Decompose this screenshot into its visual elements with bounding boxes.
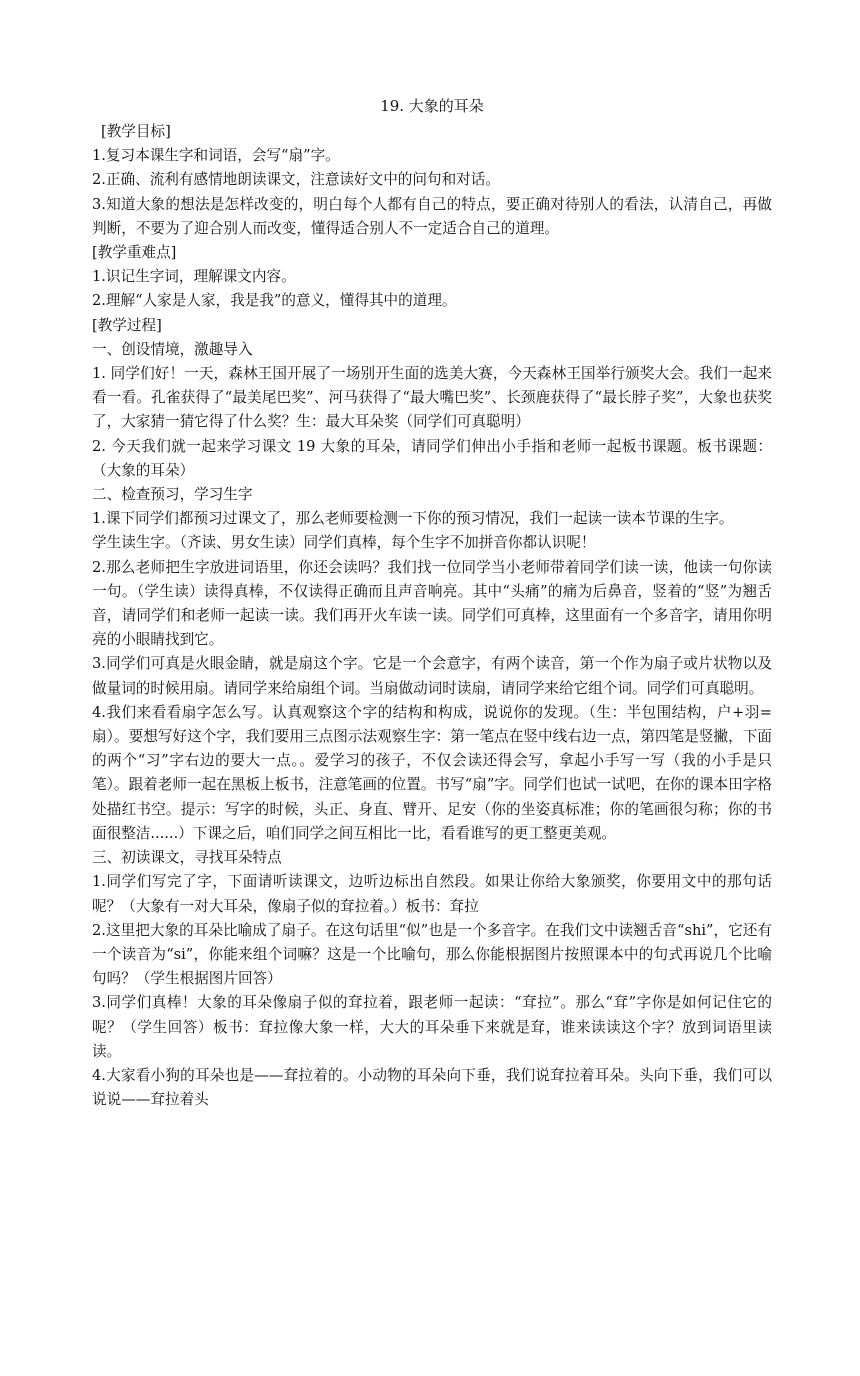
- document-title: 19. 大象的耳朵: [380, 97, 484, 115]
- paragraph: 1.课下同学们都预习过课文了，那么老师要检测一下你的预习情况，我们一起读一读本节课的生字。: [92, 510, 734, 528]
- paragraph: 1.同学们写完了字，下面请听读课文，边听边标出自然段。如果让你给大象颁奖，你要用文中的那句话呢？（大象有一对大耳朵，像扇子似的耷拉着。）板书：耷拉: [92, 873, 772, 915]
- document-page: [92, 94, 772, 1112]
- paragraph: 2.正确、流利有感情地朗读课文，注意读好文中的问句和对话。: [92, 171, 500, 189]
- paragraph: 1.识记生字词，理解课文内容。: [92, 268, 296, 286]
- subsection-heading: 二、检查预习，学习生字: [92, 486, 253, 504]
- paragraph: 4.我们来看看扇字怎么写。认真观察这个字的结构和构成，说说你的发现。（生：半包围结构，户+羽=扇）。要想写好这个字，我们要用三点图示法观察生字：第一笔点在竖中线右边一点，第四笔是竖撇，下面的两个“习”字右边的要大一点。。爱学习的孩子，不仅会读还得会写，拿起小手写一写（我的小手是只笔）。跟着老师一起在黑板上板书，注意笔画的位置。书写“扇”字。同学们也试一试吧，在你的课本田字格处描红书空。提示：写字的时候，头正、身直、臂开、足安（你的坐姿真标准；你的笔画很匀称；你的书面很整洁......）下课之后，咱们同学之间互相比一比，看看谁写的更工整更美观。: [92, 703, 772, 842]
- paragraph: 3.同学们可真是火眼金睛，就是扇这个字。它是一个会意字，有两个读音，第一个作为扇子或片状物以及做量词的时候用扇。请同学来给扇组个词。当扇做动词时读扇，请同学来给它组个词。同学们可真聪明。: [92, 655, 772, 697]
- paragraph: 2. 今天我们就一起来学习课文 19 大象的耳朵，请同学们伸出小手指和老师一起板书课题。板书课题：（大象的耳朵）: [92, 437, 772, 479]
- paragraph: 1. 同学们好！一天，森林王国开展了一场别开生面的选美大赛，今天森林王国举行颁奖大会。我们一起来看一看。孔雀获得了“最美尾巴奖”、河马获得了“最大嘴巴奖”、长颈鹿获得了“最长脖子奖”，大象也获奖了，大家猜一猜它得了什么奖？生：最大耳朵奖（同学们可真聪明）: [92, 365, 772, 431]
- paragraph: 4.大家看小狗的耳朵也是——耷拉着的。小动物的耳朵向下垂，我们说耷拉着耳朵。头向下垂，我们可以说说——耷拉着头: [92, 1066, 772, 1109]
- paragraph: 2.这里把大象的耳朵比喻成了扇子。在这句话里“似”也是一个多音字。在我们文中读翘舌音“shi”，它还有一个读音为“si”，你能来组个词嘛？这是一个比喻句，那么你能根据图片按照课本中的句式再说几个比喻句吗？（学生根据图片回答）: [92, 921, 772, 988]
- section-heading-process: [教学过程]: [92, 316, 162, 334]
- section-heading-objectives: [教学目标]: [101, 123, 171, 140]
- paragraph: 2.那么老师把生字放进词语里，你还会读吗？我们找一位同学当小老师带着同学们读一读，他读一句你读一句。（学生读）读得真棒，不仅读得正确而且声音响亮。其中“头痛”的痛为后鼻音，竖着的“竖”为翘舌音，请同学们和老师一起读一读。我们再开火车读一读。同学们可真棒，这里面有一个多音字，请用你明亮的小眼睛找到它。: [92, 558, 772, 649]
- subsection-heading: 一、创设情境，激趣导入: [92, 340, 253, 358]
- paragraph: 2.理解“人家是人家，我是我”的意义，懂得其中的道理。: [92, 292, 457, 310]
- section-heading-key-points: [教学重难点]: [92, 244, 177, 262]
- paragraph: 1.复习本课生字和词语，会写“扇”字。: [92, 147, 340, 165]
- subsection-heading: 三、初读课文，寻找耳朵特点: [92, 849, 282, 867]
- paragraph: 3.同学们真棒！大象的耳朵像扇子似的耷拉着，跟老师一起读：“耷拉”。那么“耷”字你是如何记住它的呢？（学生回答）板书：耷拉像大象一样，大大的耳朵垂下来就是耷，谁来读读这个字？放到词语里读读。: [92, 994, 772, 1060]
- paragraph: 学生读生字。（齐读、男女生读）同学们真棒，每个生字不加拼音你都认识呢！: [92, 534, 596, 552]
- paragraph: 3.知道大象的想法是怎样改变的，明白每个人都有自己的特点，要正确对待别人的看法，认清自己，再做判断，不要为了迎合别人而改变，懂得适合别人不一定适合自己的道理。: [92, 195, 772, 237]
